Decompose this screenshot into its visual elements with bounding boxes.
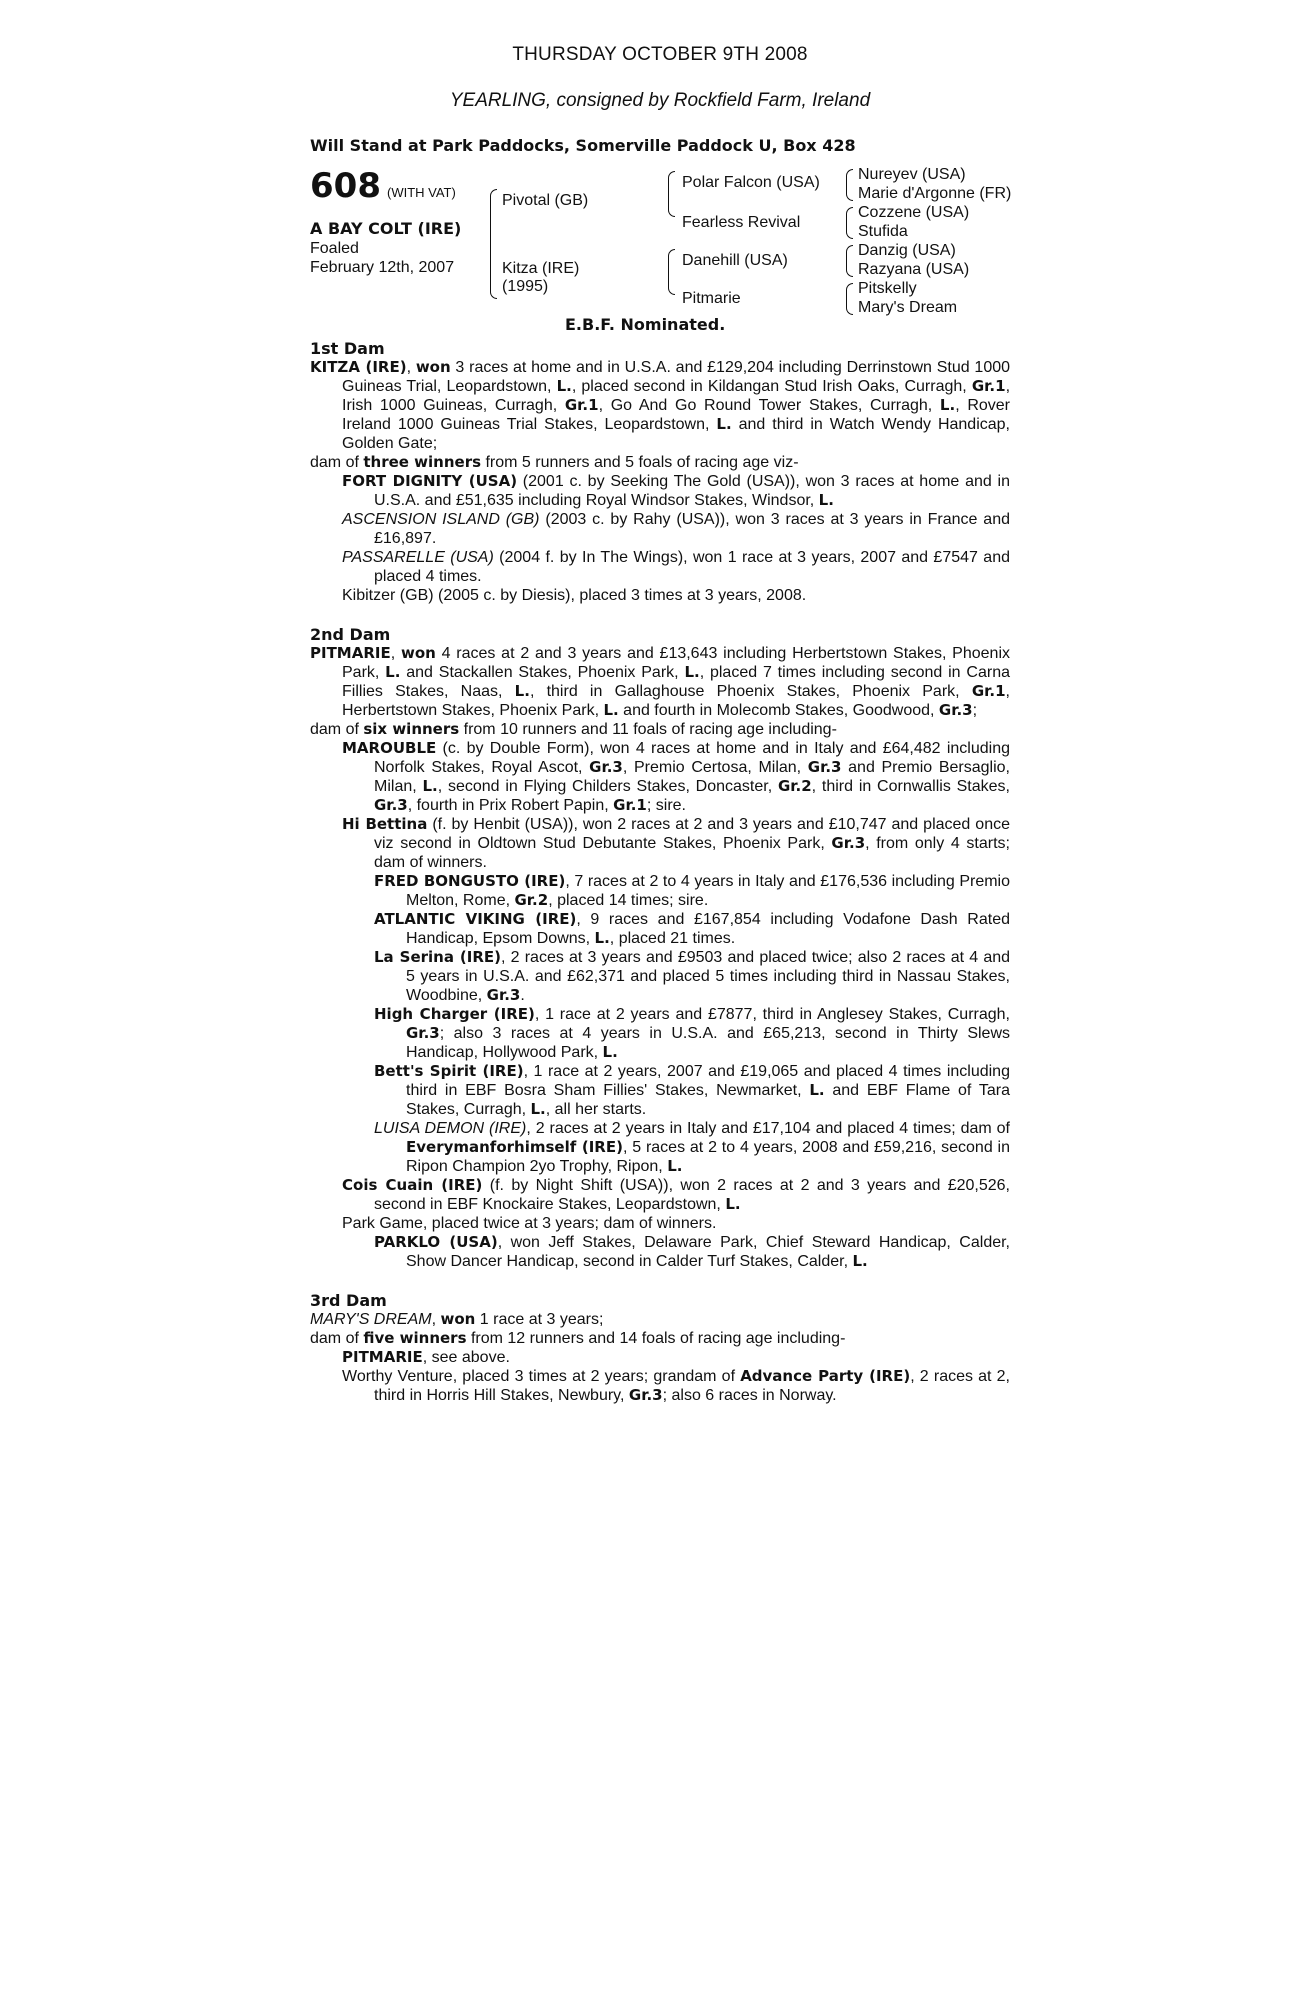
produce-pitmarie: PITMARIE, see above. (342, 1348, 510, 1366)
bracket-g2 (846, 207, 853, 239)
second-dam-heading: 2nd Dam (310, 625, 391, 644)
dam-year: (1995) (502, 278, 549, 295)
pedigree-g8: Mary's Dream (858, 299, 958, 316)
foaled-date: February 12th, 2007 (310, 259, 455, 276)
catalogue-page (310, 40, 1010, 1405)
produce-cois-cuain: Cois Cuain (IRE) (f. by Night Shift (USA)), won 2 races at 2 and 3 years and £20,526, second in EBF Knockaire Stakes, Leopardstown, L. (342, 1176, 1010, 1213)
sire-dam: Fearless Revival (682, 214, 801, 231)
bracket-g3 (846, 245, 853, 277)
pedigree-g3: Cozzene (USA) (858, 204, 970, 221)
sire-sire: Polar Falcon (USA) (682, 174, 820, 191)
produce-high-charger: High Charger (IRE), 1 race at 2 years and £7877, third in Anglesey Stakes, Curragh, Gr.3; also 3 races at 4 years in U.S.A. and £65,213, second in Thirty Slews Handicap, Hollywood Park, L. (374, 1005, 1010, 1061)
third-dam-produce: dam of five winners from 12 runners and 14 foals of racing age including- (310, 1329, 846, 1347)
produce-kibitzer: Kibitzer (GB) (2005 c. by Diesis), placed 3 times at 3 years, 2008. (342, 587, 807, 604)
stand-location: Will Stand at Park Paddocks, Somerville Paddock U, Box 428 (310, 136, 856, 155)
second-dam-produce: dam of six winners from 10 runners and 11 foals of racing age including- (310, 720, 837, 738)
pedigree-g1: Nureyev (USA) (858, 166, 966, 183)
bracket-g1 (846, 169, 853, 201)
third-dam-heading: 3rd Dam (310, 1291, 387, 1310)
sire: Pivotal (GB) (502, 192, 589, 209)
lot-number-row (310, 166, 456, 206)
produce-atlantic-viking: ATLANTIC VIKING (IRE), 9 races and £167,854 including Vodafone Dash Rated Handicap, Epsom Downs, L., placed 21 times. (374, 910, 1010, 947)
produce-hi-bettina: Hi Bettina (f. by Henbit (USA)), won 2 races at 2 and 3 years and £10,747 and placed once viz second in Oldtown Stud Debutante Stakes, Phoenix Park, Gr.3, from only 4 starts; dam of winners. (342, 815, 1011, 871)
produce-fred-bongusto: FRED BONGUSTO (IRE), 7 races at 2 to 4 years in Italy and £176,536 including Premio Melton, Rome, Gr.2, placed 14 times; sire. (374, 872, 1011, 909)
produce-la-serina: La Serina (IRE), 2 races at 3 years and £9503 and placed twice; also 2 races at 4 and 5 years in U.S.A. and £62,371 and placed 5 times including third in Nassau Stakes, Woodbine, Gr.3. (374, 948, 1011, 1004)
bracket-dam-line (668, 249, 675, 295)
produce-marouble: MAROUBLE (c. by Double Form), won 4 races at home and in Italy and £64,482 including Norfolk Stakes, Royal Ascot, Gr.3, Premio Certosa, Milan, Gr.3 and Premio Bersaglio, Milan, L., second in Flying Childers Stakes, Doncaster, Gr.2, third in Cornwallis Stakes, Gr.3, fourth in Prix Robert Papin, Gr.1; sire. (342, 739, 1010, 814)
bracket-parents (490, 189, 497, 299)
vat-label: (WITH VAT) (386, 185, 456, 200)
produce-ascension-island: ASCENSION ISLAND (GB) (2003 c. by Rahy (USA)), won 3 races at 3 years in France and £16,897. (342, 511, 1011, 547)
bracket-sire-line (668, 171, 675, 217)
sale-date: THURSDAY OCTOBER 9TH 2008 (512, 44, 808, 65)
produce-fort-dignity: FORT DIGNITY (USA) (2001 c. by Seeking The Gold (USA)), won 3 races at home and in U.S.A. and £51,635 including Royal Windsor Stakes, Windsor, L. (342, 472, 1010, 509)
third-dam-record: MARY'S DREAM, won 1 race at 3 years; (310, 1310, 604, 1328)
pedigree-g6: Razyana (USA) (858, 261, 970, 278)
first-dam-produce: dam of three winners from 5 runners and 5 foals of racing age viz- (310, 453, 799, 471)
bracket-g4 (846, 283, 853, 315)
pedigree-g2: Marie d'Argonne (FR) (858, 185, 1012, 202)
produce-worthy-venture: Worthy Venture, placed 3 times at 2 years; grandam of Advance Party (IRE), 2 races at 2, third in Horris Hill Stakes, Newbury, Gr.3; also 6 races in Norway. (342, 1367, 1011, 1404)
ebf-nominated: E.B.F. Nominated. (565, 315, 726, 334)
pedigree-g7: Pitskelly (858, 280, 917, 297)
dam-dam: Pitmarie (682, 290, 741, 307)
produce-betts-spirit: Bett's Spirit (IRE), 1 race at 2 years, 2007 and £19,065 and placed 4 times including third in EBF Bosra Sham Fillies' Stakes, Newmarket, L. and EBF Flame of Tara Stakes, Curragh, L., all her starts. (374, 1062, 1010, 1118)
foaled-label: Foaled (310, 240, 359, 257)
first-dam-heading: 1st Dam (310, 339, 385, 358)
produce-park-game: Park Game, placed twice at 3 years; dam of winners. (342, 1215, 717, 1232)
pedigree-g4: Stufida (858, 223, 908, 240)
first-dam-record: KITZA (IRE), won 3 races at home and in U.S.A. and £129,204 including Derrinstown Stud 1000 Guineas Trial, Leopardstown, L., placed second in Kildangan Stud Irish Oaks, Curragh, Gr.1, Irish 1000 Guineas, Curragh, Gr.1, Go And Go Round Tower Stakes, Curragh, L., Rover Ireland 1000 Guineas Trial Stakes, Leopardstown, L. and third in Watch Wendy Handicap, Golden Gate; (310, 358, 1011, 452)
consignor-line: YEARLING, consigned by Rockfield Farm, Ireland (449, 90, 871, 111)
horse-name: A BAY COLT (IRE) (310, 219, 462, 238)
pedigree-table (310, 166, 1012, 339)
lot-number: 608 (310, 166, 381, 206)
dam-sire: Danehill (USA) (682, 252, 788, 269)
second-dam-record: PITMARIE, won 4 races at 2 and 3 years and £13,643 including Herbertstown Stakes, Phoenix Park, L. and Stackallen Stakes, Phoenix Park, L., placed 7 times including second in Carna Fillies Stakes, Naas, L., third in Gallaghouse Phoenix Stakes, Phoenix Park, Gr.1, Herbertstown Stakes, Phoenix Park, L. and fourth in Molecomb Stakes, Goodwood, Gr.3; (310, 644, 1010, 719)
produce-parklo: PARKLO (USA), won Jeff Stakes, Delaware Park, Chief Steward Handicap, Calder, Show Dancer Handicap, second in Calder Turf Stakes, Calder, L. (374, 1233, 1011, 1270)
produce-luisa-demon: LUISA DEMON (IRE), 2 races at 2 years in Italy and £17,104 and placed 4 times; dam of Everymanforhimself (IRE), 5 races at 2 to 4 years, 2008 and £59,216, second in Ripon Champion 2yo Trophy, Ripon, L. (374, 1120, 1011, 1175)
dam-name: Kitza (IRE) (502, 260, 580, 277)
produce-passarelle: PASSARELLE (USA) (2004 f. by In The Wings), won 1 race at 3 years, 2007 and £7547 and placed 4 times. (342, 549, 1010, 585)
pedigree-g5: Danzig (USA) (858, 242, 956, 259)
